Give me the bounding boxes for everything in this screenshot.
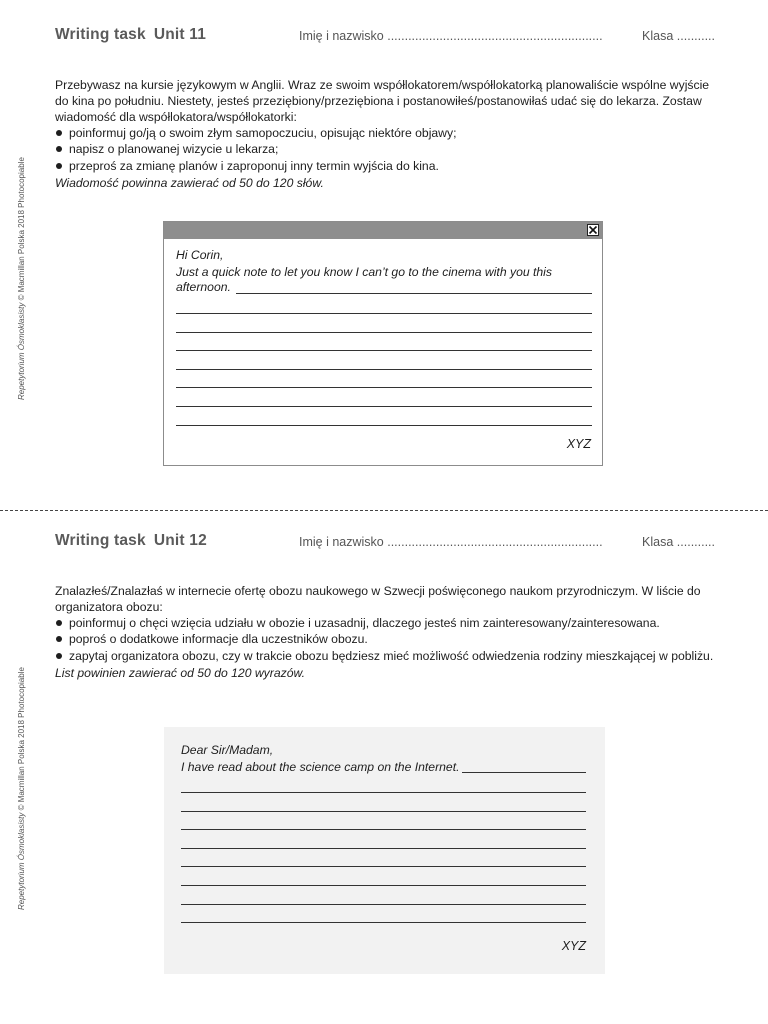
writing-line[interactable] [181,829,586,830]
unit-11-word-count: Wiadomość powinna zawierać od 50 do 120 słów. [55,175,324,190]
writing-line[interactable] [176,406,592,407]
list-item: napisz o planowanej wizycie u lekarza; [55,141,715,157]
name-field[interactable] [299,29,603,43]
list-item: poproś o dodatkowe informacje dla uczestników obozu. [55,631,715,647]
writing-line[interactable] [176,387,592,388]
letter-signature: XYZ [561,939,586,953]
copyright-note-bottom [16,628,30,910]
copyright-italic: Repetytorium Ósmoklasisty [17,302,26,400]
name-dots: .............................................................. [387,29,603,43]
writing-line[interactable] [176,369,592,370]
letter-box [164,727,605,974]
unit-12-instructions: Znalazłeś/Znalazłaś w internecie ofertę obozu naukowego w Szwecji poświęconego naukom przyrodniczym. W liście do organizatora obozu: [55,584,701,614]
writing-line[interactable] [181,792,586,793]
writing-line[interactable] [176,350,592,351]
letter-greeting: Hi Corin, [176,248,224,262]
list-item: zapytaj organizatora obozu, czy w trakcie obozu będziesz mieć możliwość odwiedzenia rodziny mieszkającej w pobliżu. [55,648,715,664]
close-icon [588,225,598,235]
message-window [163,221,603,466]
unit-11-bullets [55,125,715,174]
letter-line-2: afternoon. [176,280,231,294]
list-item: poinformuj o chęci wzięcia udziału w obozie i uzasadnij, dlaczego jesteś nim zainteresowany/zainteresowana. [55,615,715,631]
list-item: przeproś za zmianę planów i zaproponuj inny termin wyjścia do kina. [55,158,715,174]
letter-line-1: I have read about the science camp on the Internet. [181,760,460,774]
close-button[interactable] [587,224,599,236]
class-label: Klasa [642,29,674,43]
cut-line [0,510,768,511]
unit-12-title [55,532,207,550]
copyright-italic: Repetytorium Ósmoklasisty [17,812,26,910]
writing-line[interactable] [462,772,586,773]
name-label: Imię i nazwisko [299,29,384,43]
copyright-note-top [16,120,30,400]
class-dots: ........... [676,29,715,43]
letter-line-1: Just a quick note to let you know I can’t go to the cinema with you this [176,265,552,279]
copyright-rest: © Macmillan Polska 2018 Photocopiable [17,667,26,813]
message-window-titlebar [164,222,602,239]
letter-signature: XYZ [566,437,591,451]
class-field[interactable] [642,535,715,549]
letter-greeting: Dear Sir/Madam, [181,743,274,757]
writing-line[interactable] [236,293,592,294]
writing-line[interactable] [181,811,586,812]
unit-11-header [55,26,715,48]
name-label: Imię i nazwisko [299,535,384,549]
writing-line[interactable] [181,866,586,867]
unit-12-section [55,532,715,680]
task-title: Writing task [55,532,146,549]
writing-line[interactable] [176,425,592,426]
task-title: Writing task [55,26,146,43]
name-field[interactable] [299,535,603,549]
class-label: Klasa [642,535,674,549]
unit-12-bullets [55,615,715,664]
unit-11-section [55,26,715,190]
writing-line[interactable] [176,313,592,314]
list-item: poinformuj go/ją o swoim złym samopoczuciu, opisując niektóre objawy; [55,125,715,141]
writing-line[interactable] [181,848,586,849]
unit-11-instructions: Przebywasz na kursie językowym w Anglii. Wraz ze swoim współlokatorem/współlokatorką planowaliście wspólne wyjście do kina po południu. Niestety, jesteś przeziębiony/przeziębiona i postanowiłeś/postanowiłaś udać się do lekarza. Zostaw wiadomość dla współlokatora/współlokatorki: [55,78,710,124]
unit-number: Unit 12 [153,532,207,549]
writing-line[interactable] [181,904,586,905]
unit-12-word-count: List powinien zawierać od 50 do 120 wyrazów. [55,665,305,680]
unit-number: Unit 11 [153,26,207,43]
copyright-rest: © Macmillan Polska 2018 Photocopiable [17,157,26,303]
unit-11-title [55,26,206,44]
writing-line[interactable] [181,922,586,923]
writing-line[interactable] [181,885,586,886]
writing-line[interactable] [176,332,592,333]
name-dots: .............................................................. [387,535,603,549]
unit-12-header [55,532,715,554]
class-dots: ........... [676,535,715,549]
class-field[interactable] [642,29,715,43]
